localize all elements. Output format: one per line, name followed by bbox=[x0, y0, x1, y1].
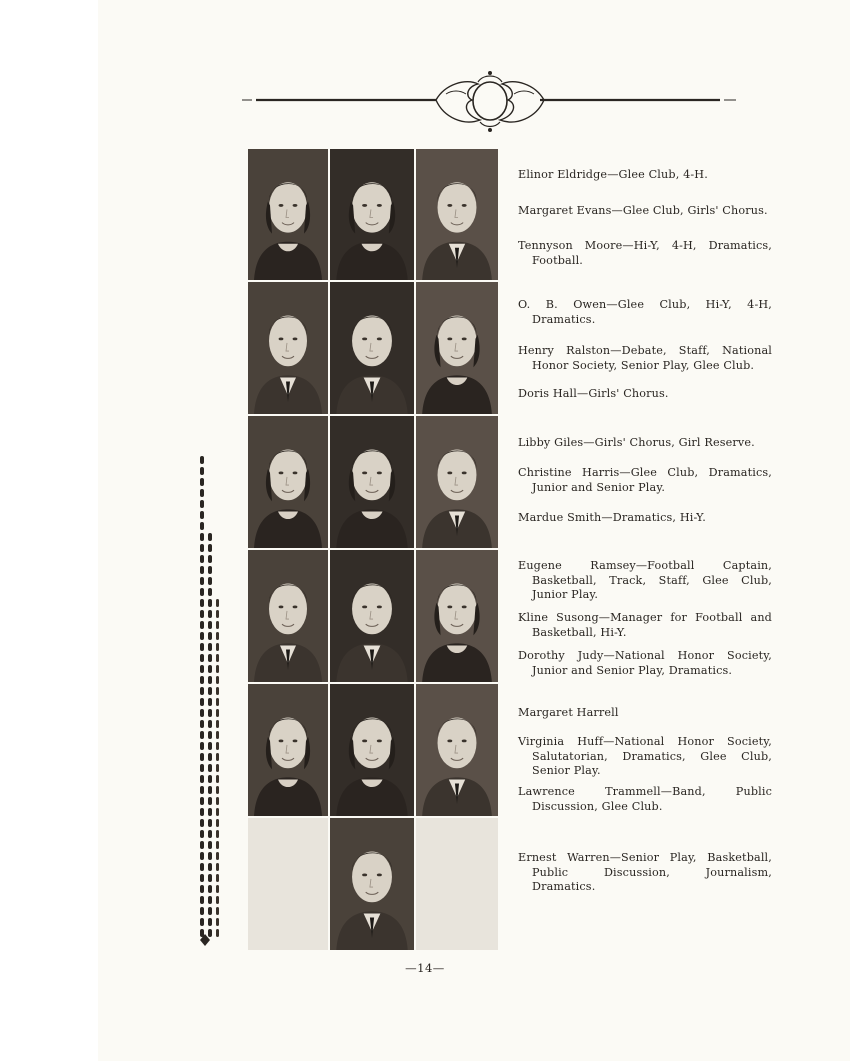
portrait-photo bbox=[248, 149, 328, 280]
entry-ob-owen: O. B. Owen—Glee Club, Hi-Y, 4-H, Dramatics. bbox=[518, 298, 772, 326]
portrait-photo bbox=[330, 684, 414, 816]
entry-dorothy-judy: Dorothy Judy—National Honor Society, Junior and Senior Play, Dramatics. bbox=[518, 649, 772, 677]
entry-eugene-ramsey: Eugene Ramsey—Football Captain, Basketball, Track, Staff, Glee Club, Junior Play. bbox=[518, 559, 772, 601]
entry-kline-susong: Kline Susong—Manager for Football and Basketball, Hi-Y. bbox=[518, 611, 772, 639]
entry-doris-hall: Doris Hall—Girls' Chorus. bbox=[518, 387, 669, 400]
portrait-photo bbox=[330, 416, 414, 548]
portrait-photo bbox=[330, 149, 414, 280]
entry-lawrence-trammell: Lawrence Trammell—Band, Public Discussion, Glee Club. bbox=[518, 785, 772, 813]
portrait-photo bbox=[330, 282, 414, 414]
entry-margaret-evans: Margaret Evans—Glee Club, Girls' Chorus. bbox=[518, 204, 768, 217]
portrait-photo bbox=[330, 550, 414, 682]
entry-virginia-huff: Virginia Huff—National Honor Society, Salutatorian, Dramatics, Glee Club, Senior Play. bbox=[518, 735, 772, 777]
page-number: —14— bbox=[405, 961, 445, 975]
portrait-photo bbox=[416, 684, 498, 816]
side-border-ornament bbox=[196, 450, 224, 950]
entry-margaret-harrell: Margaret Harrell bbox=[518, 706, 619, 719]
portrait-photo bbox=[416, 149, 498, 280]
entry-libby-giles: Libby Giles—Girls' Chorus, Girl Reserve. bbox=[518, 436, 755, 449]
scan-margin bbox=[0, 0, 98, 1061]
portrait-photo bbox=[248, 282, 328, 414]
portrait-photo bbox=[248, 416, 328, 548]
blank-photo-slot bbox=[416, 818, 498, 950]
portrait-photo bbox=[248, 684, 328, 816]
blank-photo-slot bbox=[248, 818, 328, 950]
portrait-photo bbox=[416, 550, 498, 682]
portrait-photo bbox=[248, 550, 328, 682]
entry-tennyson-moore: Tennyson Moore—Hi-Y, 4-H, Dramatics, Football. bbox=[518, 239, 772, 267]
portrait-photo bbox=[330, 818, 414, 950]
entry-christine-harris: Christine Harris—Glee Club, Dramatics, Junior and Senior Play. bbox=[518, 466, 772, 494]
portrait-grid bbox=[244, 149, 500, 951]
portrait-photo bbox=[416, 416, 498, 548]
entry-henry-ralston: Henry Ralston—Debate, Staff, National Honor Society, Senior Play, Glee Club. bbox=[518, 344, 772, 372]
entry-ernest-warren: Ernest Warren—Senior Play, Basketball, Public Discussion, Journalism, Dramatics. bbox=[518, 851, 772, 893]
entry-elinor-eldridge: Elinor Eldridge—Glee Club, 4-H. bbox=[518, 168, 708, 181]
header-ornament bbox=[240, 70, 740, 134]
portrait-photo bbox=[416, 282, 498, 414]
entry-mardue-smith: Mardue Smith—Dramatics, Hi-Y. bbox=[518, 511, 706, 524]
